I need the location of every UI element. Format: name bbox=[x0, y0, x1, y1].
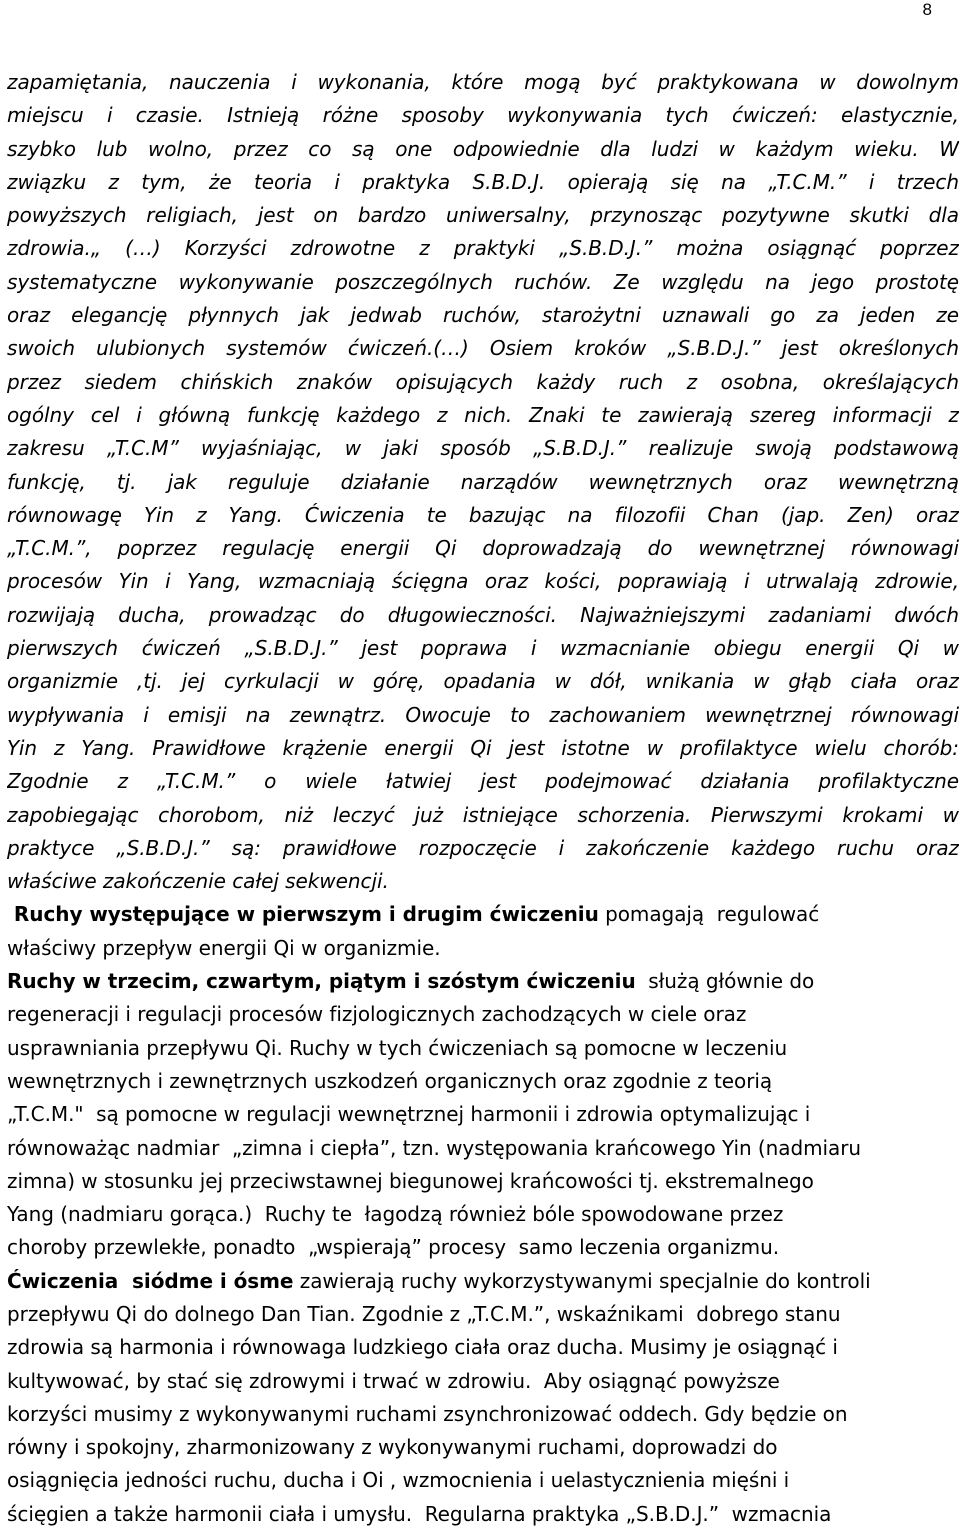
text-line bbox=[7, 932, 959, 965]
text-segment: właściwy przepływ energii Qi w organizmie. bbox=[7, 935, 441, 960]
text-line bbox=[7, 399, 959, 432]
text-line bbox=[7, 865, 959, 898]
text-segment: organizmie ,tj. jej cyrkulacji w górę, opadania w dół, wnikania w głąb ciała oraz bbox=[7, 669, 959, 694]
text-line bbox=[7, 632, 959, 665]
text-segment: Zgodnie z „T.C.M.” o wiele łatwiej jest podejmować działania profilaktyczne bbox=[7, 769, 959, 794]
text-segment: właściwe zakończenie całej sekwencji. bbox=[7, 869, 389, 894]
text-segment: kultywować, by stać się zdrowymi i trwać w zdrowiu. Aby osiągnąć powyższe bbox=[7, 1368, 780, 1393]
text-segment: oraz elegancję płynnych jak jedwab ruchów, starożytni uznawali go za jeden ze bbox=[7, 303, 959, 328]
text-segment: zakresu „T.C.M” wyjaśniając, w jaki sposób „S.B.D.J.” realizuje swoją podstawową bbox=[7, 436, 959, 461]
text-line bbox=[7, 699, 959, 732]
text-line bbox=[7, 799, 959, 832]
page-number: 8 bbox=[922, 0, 932, 19]
text-line bbox=[7, 99, 959, 132]
text-segment: „T.C.M.”, poprzez regulację energii Qi doprowadzają do wewnętrznej równowagi bbox=[7, 536, 959, 561]
text-segment: równoważąc nadmiar „zimna i ciepła”, tzn. występowania krańcowego Yin (nadmiaru bbox=[7, 1135, 862, 1160]
bold-text-segment: Ćwiczenia siódme i ósme bbox=[7, 1268, 294, 1293]
text-segment: osiągnięcia jedności ruchu, ducha i Oi , wzmocnienia i uelastycznienia mięśni i bbox=[7, 1468, 790, 1493]
text-line bbox=[7, 765, 959, 798]
text-line bbox=[7, 1032, 959, 1065]
text-segment: równowagę Yin z Yang. Ćwiczenia te bazując na filozofii Chan (jap. Zen) oraz bbox=[7, 502, 959, 527]
text-segment: wewnętrznych i zewnętrznych uszkodzeń organicznych oraz zgodnie z teorią bbox=[7, 1068, 773, 1093]
text-segment: zapamiętania, nauczenia i wykonania, które mogą być praktykowana w dowolnym bbox=[7, 70, 959, 94]
text-segment: praktyce „S.B.D.J.” są: prawidłowe rozpoczęcie i zakończenie każdego ruchu oraz bbox=[7, 835, 959, 860]
text-line bbox=[7, 466, 959, 499]
text-line bbox=[7, 1498, 959, 1531]
text-segment: funkcję, tj. jak reguluje działanie narządów wewnętrznych oraz wewnętrzną bbox=[7, 469, 959, 494]
text-line bbox=[7, 1231, 959, 1264]
text-segment: ścięgien a także harmonii ciała i umysłu. Regularna praktyka „S.B.D.J.” wzmacnia bbox=[7, 1501, 832, 1526]
text-segment: pomagają regulować bbox=[598, 902, 820, 927]
bold-text-segment: Ruchy w trzecim, czwartym, piątym i szóstym ćwiczeniu bbox=[7, 969, 636, 994]
text-segment: rozwijają ducha, prowadząc do długowieczności. Najważniejszymi zadaniami dwóch bbox=[7, 602, 959, 627]
text-segment: ogólny cel i główną funkcję każdego z nich. Znaki te zawierają szereg informacji z bbox=[7, 402, 959, 427]
text-line bbox=[7, 199, 959, 232]
text-line bbox=[7, 998, 959, 1031]
text-line bbox=[7, 565, 959, 598]
text-segment: równy i spokojny, zharmonizowany z wykonywanymi ruchami, doprowadzi do bbox=[7, 1435, 778, 1460]
text-segment: przepływu Qi do dolnego Dan Tian. Zgodnie z „T.C.M.”, wskaźnikami dobrego stanu bbox=[7, 1301, 841, 1326]
text-line bbox=[7, 1065, 959, 1098]
text-segment: korzyści musimy z wykonywanymi ruchami zsynchronizować oddech. Gdy będzie on bbox=[7, 1401, 848, 1426]
text-line bbox=[7, 266, 959, 299]
text-segment: procesów Yin i Yang, wzmacniają ścięgna oraz kości, poprawiają i utrwalają zdrowie, bbox=[7, 569, 959, 594]
text-line bbox=[7, 432, 959, 465]
text-line bbox=[7, 1098, 959, 1131]
text-line bbox=[7, 1132, 959, 1165]
text-segment: choroby przewlekłe, ponadto „wspierają” procesy samo leczenia organizmu. bbox=[7, 1235, 780, 1260]
text-line bbox=[7, 66, 959, 99]
text-segment: powyższych religiach, jest on bardzo uniwersalny, przynosząc pozytywne skutki dla bbox=[7, 203, 959, 228]
text-segment: swoich ulubionych systemów ćwiczeń.(…) Osiem kroków „S.B.D.J.” jest określonych bbox=[7, 336, 959, 361]
text-line bbox=[7, 499, 959, 532]
text-line bbox=[7, 232, 959, 265]
text-segment: zdrowia.„ (…) Korzyści zdrowotne z praktyki „S.B.D.J.” można osiągnąć poprzez bbox=[7, 236, 959, 261]
text-line bbox=[7, 166, 959, 199]
text-line bbox=[7, 1398, 959, 1431]
text-segment: zapobiegając chorobom, niż leczyć już istniejące schorzenia. Pierwszymi krokami w bbox=[7, 802, 959, 827]
text-segment: pierwszych ćwiczeń „S.B.D.J.” jest poprawa i wzmacnianie obiegu energii Qi w bbox=[7, 636, 959, 661]
text-line bbox=[7, 665, 959, 698]
text-line bbox=[7, 1464, 959, 1497]
document-body bbox=[7, 66, 959, 1531]
text-segment: Yang (nadmiaru gorąca.) Ruchy te łagodzą również bóle spowodowane przez bbox=[7, 1202, 784, 1227]
text-line bbox=[7, 898, 959, 931]
text-line bbox=[7, 1331, 959, 1364]
text-segment: „T.C.M." są pomocne w regulacji wewnętrznej harmonii i zdrowia optymalizując i bbox=[7, 1102, 811, 1127]
text-segment: usprawniania przepływu Qi. Ruchy w tych ćwiczeniach są pomocne w leczeniu bbox=[7, 1035, 788, 1060]
text-line bbox=[7, 832, 959, 865]
bold-text-segment: Ruchy występujące w pierwszym i drugim ćwiczeniu bbox=[7, 902, 599, 927]
text-segment: zdrowia są harmonia i równowaga ludzkiego ciała oraz ducha. Musimy je osiągnąć i bbox=[7, 1335, 838, 1360]
text-segment: związku z tym, że teoria i praktyka S.B.D.J. opierają się na „T.C.M.” i trzech bbox=[7, 169, 959, 194]
text-line bbox=[7, 366, 959, 399]
text-line bbox=[7, 1298, 959, 1331]
text-segment: służą głównie do bbox=[635, 969, 815, 994]
text-segment: zawierają ruchy wykorzystywanymi specjalnie do kontroli bbox=[293, 1268, 871, 1293]
text-segment: miejscu i czasie. Istnieją różne sposoby wykonywania tych ćwiczeń: elastycznie, bbox=[7, 103, 959, 128]
text-line bbox=[7, 1265, 959, 1298]
text-line bbox=[7, 532, 959, 565]
text-segment: zimna) w stosunku jej przeciwstawnej biegunowej krańcowości tj. ekstremalnego bbox=[7, 1168, 814, 1193]
text-line bbox=[7, 1165, 959, 1198]
text-line bbox=[7, 732, 959, 765]
text-segment: regeneracji i regulacji procesów fizjologicznych zachodzących w ciele oraz bbox=[7, 1002, 747, 1027]
text-line bbox=[7, 599, 959, 632]
text-segment: szybko lub wolno, przez co są one odpowiednie dla ludzi w każdym wieku. W bbox=[7, 136, 959, 161]
text-line bbox=[7, 332, 959, 365]
text-segment: przez siedem chińskich znaków opisujących każdy ruch z osobna, określających bbox=[7, 369, 959, 394]
text-line bbox=[7, 133, 959, 166]
text-segment: systematyczne wykonywanie poszczególnych ruchów. Ze względu na jego prostotę bbox=[7, 269, 959, 294]
text-segment: Yin z Yang. Prawidłowe krążenie energii Qi jest istotne w profilaktyce wielu chorób: bbox=[7, 735, 959, 760]
text-line bbox=[7, 299, 959, 332]
text-line bbox=[7, 1198, 959, 1231]
text-line bbox=[7, 1365, 959, 1398]
text-line bbox=[7, 965, 959, 998]
text-segment: wypływania i emisji na zewnątrz. Owocuje to zachowaniem wewnętrznej równowagi bbox=[7, 702, 959, 727]
text-line bbox=[7, 1431, 959, 1464]
